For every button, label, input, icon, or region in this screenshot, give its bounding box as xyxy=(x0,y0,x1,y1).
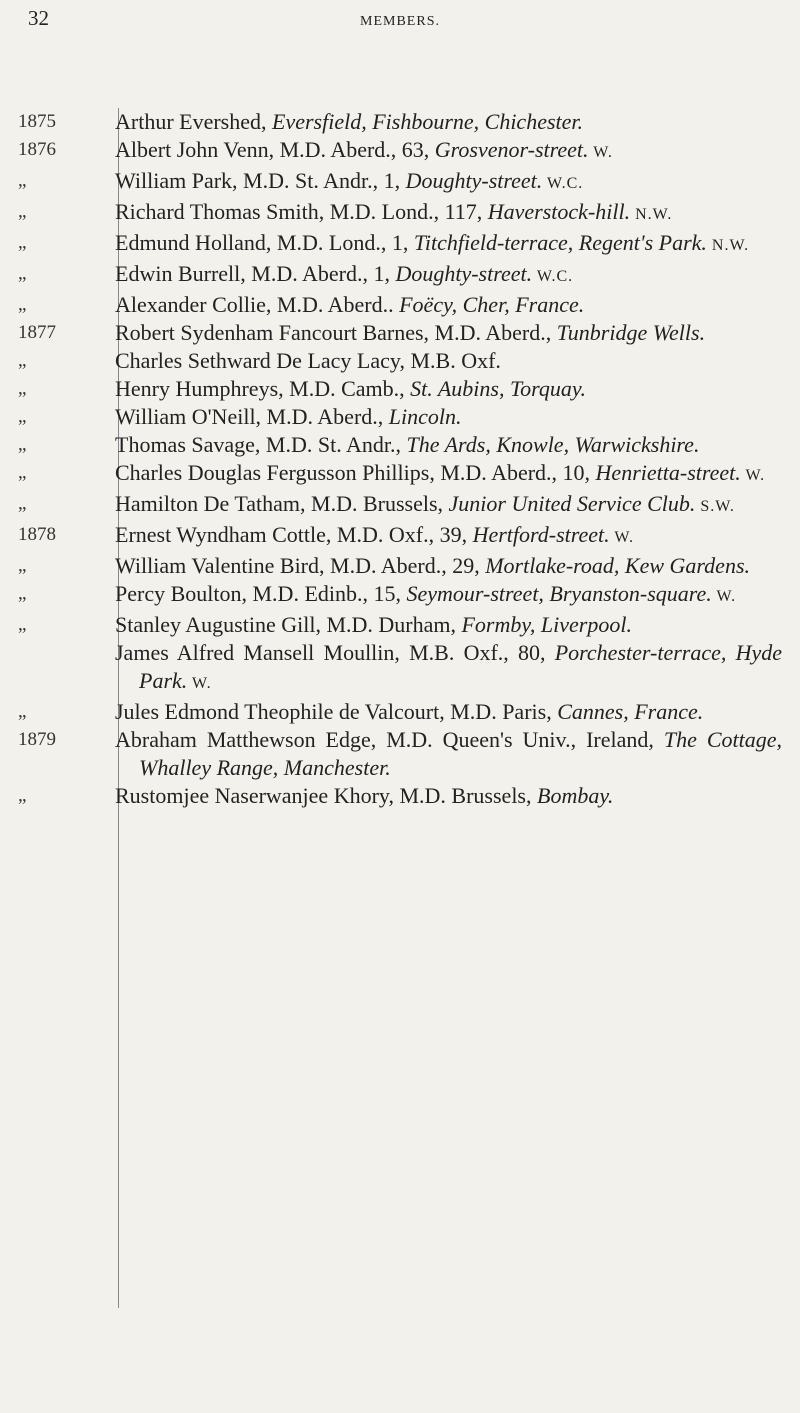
member-text xyxy=(98,260,800,291)
member-name: William O'Neill, M.D. Aberd., xyxy=(115,404,389,429)
election-year: „ xyxy=(18,263,27,284)
member-text xyxy=(98,291,800,319)
postal-district: W.C. xyxy=(532,268,574,285)
member-name: Percy Boulton, M.D. Edinb., 15, xyxy=(115,581,407,606)
member-text xyxy=(98,136,800,167)
member-text xyxy=(98,375,800,403)
member-entry xyxy=(0,521,800,552)
member-name: Hamilton De Tatham, M.D. Brussels, xyxy=(115,491,449,516)
election-year: 1879 xyxy=(18,729,56,750)
page-number: 32 xyxy=(28,6,49,30)
postal-district: W. xyxy=(740,467,766,484)
member-address: Eversfield, Fishbourne, Chichester. xyxy=(272,109,584,134)
member-entry xyxy=(0,291,800,319)
member-address: Porchester-terrace, Hyde Park. xyxy=(139,640,782,693)
postal-district: N.W. xyxy=(706,237,750,254)
member-entry xyxy=(0,459,800,490)
member-address: Seymour-street, Bryanston-square. xyxy=(406,581,712,606)
member-entry xyxy=(0,347,800,375)
member-entry xyxy=(0,108,800,136)
member-name: Ernest Wyndham Cottle, M.D. Oxf., 39, xyxy=(115,522,473,547)
member-text xyxy=(98,639,800,698)
election-year: 1875 xyxy=(18,111,56,132)
member-text xyxy=(98,698,800,726)
member-name: Robert Sydenham Fancourt Barnes, M.D. Aberd., xyxy=(115,320,557,345)
member-text xyxy=(98,229,800,260)
member-name: Albert John Venn, M.D. Aberd., 63, xyxy=(115,137,435,162)
election-year: „ xyxy=(18,493,27,514)
election-year: „ xyxy=(18,232,27,253)
member-entry xyxy=(0,319,800,347)
member-address: Junior United Service Club. xyxy=(448,491,696,516)
member-entry xyxy=(0,698,800,726)
postal-district: W. xyxy=(609,529,634,546)
election-year: „ xyxy=(18,583,27,604)
postal-district: W.C. xyxy=(542,175,584,192)
member-text xyxy=(98,611,800,639)
member-address: Titchfield-terrace, Regent's Park. xyxy=(413,230,707,255)
member-entry xyxy=(0,136,800,167)
member-text xyxy=(98,403,800,431)
member-text xyxy=(98,580,800,611)
member-text xyxy=(98,319,800,347)
member-entry xyxy=(0,490,800,521)
member-address: Grosvenor-street. xyxy=(434,137,589,162)
election-year: „ xyxy=(18,350,27,371)
member-name: Edwin Burrell, M.D. Aberd., 1, xyxy=(115,261,396,286)
member-address: St. Aubins, Torquay. xyxy=(410,376,586,401)
election-year: „ xyxy=(18,555,27,576)
member-entry xyxy=(0,611,800,639)
member-name: Arthur Evershed, xyxy=(115,109,273,134)
member-entry xyxy=(0,167,800,198)
member-address: Haverstock-hill. xyxy=(487,199,631,224)
postal-district: W. xyxy=(588,144,613,161)
member-address: Doughty-street. xyxy=(395,261,533,286)
member-name: James Alfred Mansell Moullin, M.B. Oxf., 80, xyxy=(115,640,555,665)
member-text xyxy=(98,490,800,521)
postal-district: N.W. xyxy=(630,206,673,223)
member-entry xyxy=(0,552,800,580)
member-text xyxy=(98,347,800,375)
member-entry xyxy=(0,403,800,431)
member-entry xyxy=(0,726,800,782)
member-list xyxy=(0,108,800,810)
member-name: Henry Humphreys, M.D. Camb., xyxy=(115,376,411,401)
member-text xyxy=(98,167,800,198)
member-text xyxy=(98,431,800,459)
member-entry xyxy=(0,229,800,260)
member-address: Mortlake-road, Kew Gardens. xyxy=(485,553,751,578)
member-text xyxy=(98,459,800,490)
member-text xyxy=(98,552,800,580)
election-year: „ xyxy=(18,170,27,191)
election-year: 1877 xyxy=(18,322,56,343)
member-entry xyxy=(0,260,800,291)
member-text xyxy=(98,726,800,782)
member-name: Edmund Holland, M.D. Lond., 1, xyxy=(115,230,414,255)
member-address: Hertford-street. xyxy=(472,522,610,547)
member-name: Charles Sethward De Lacy Lacy, M.B. Oxf. xyxy=(115,348,501,373)
member-text xyxy=(98,108,800,136)
member-address: Foëcy, Cher, France. xyxy=(399,292,585,317)
member-name: Alexander Collie, M.D. Aberd.. xyxy=(115,292,400,317)
postal-district: W. xyxy=(187,675,212,692)
member-entry xyxy=(0,431,800,459)
election-year: „ xyxy=(18,378,27,399)
election-year: „ xyxy=(18,406,27,427)
member-address: The Cottage, Whalley Range, Manchester. xyxy=(139,727,782,780)
election-year: 1878 xyxy=(18,524,56,545)
election-year: „ xyxy=(18,434,27,455)
member-text xyxy=(98,198,800,229)
member-address: Tunbridge Wells. xyxy=(556,320,706,345)
member-name: Jules Edmond Theophile de Valcourt, M.D. Paris, xyxy=(115,699,558,724)
member-name: William Valentine Bird, M.D. Aberd., 29, xyxy=(115,553,486,578)
member-address: Doughty-street. xyxy=(405,168,543,193)
member-entry xyxy=(0,198,800,229)
member-name: Rustomjee Naserwanjee Khory, M.D. Brussels, xyxy=(115,783,537,808)
member-name: Richard Thomas Smith, M.D. Lond., 117, xyxy=(115,199,488,224)
running-head: MEMBERS. xyxy=(360,14,440,29)
postal-district: W. xyxy=(711,588,737,605)
member-name: Thomas Savage, M.D. St. Andr., xyxy=(115,432,407,457)
member-name: Stanley Augustine Gill, M.D. Durham, xyxy=(115,612,462,637)
election-year: „ xyxy=(18,701,27,722)
member-address: Formby, Liverpool. xyxy=(461,612,632,637)
member-address: The Ards, Knowle, Warwickshire. xyxy=(406,432,700,457)
election-year: „ xyxy=(18,614,27,635)
election-year: 1876 xyxy=(18,139,56,160)
member-entry xyxy=(0,782,800,810)
election-year: „ xyxy=(18,294,27,315)
election-year: „ xyxy=(18,785,27,806)
member-text xyxy=(98,521,800,552)
member-address: Lincoln. xyxy=(388,404,462,429)
member-address: Henrietta-street. xyxy=(595,460,741,485)
member-name: Abraham Matthewson Edge, M.D. Queen's Univ., Ireland, xyxy=(115,727,664,752)
member-address: Bombay. xyxy=(537,783,614,808)
member-name: William Park, M.D. St. Andr., 1, xyxy=(115,168,406,193)
postal-district: S.W. xyxy=(695,498,735,515)
member-address: Cannes, France. xyxy=(557,699,704,724)
election-year: „ xyxy=(18,201,27,222)
election-year: „ xyxy=(18,462,27,483)
member-entry xyxy=(0,375,800,403)
member-entry xyxy=(0,580,800,611)
member-name: Charles Douglas Fergusson Phillips, M.D. Aberd., 10, xyxy=(115,460,596,485)
member-text xyxy=(98,782,800,810)
member-entry xyxy=(0,639,800,698)
